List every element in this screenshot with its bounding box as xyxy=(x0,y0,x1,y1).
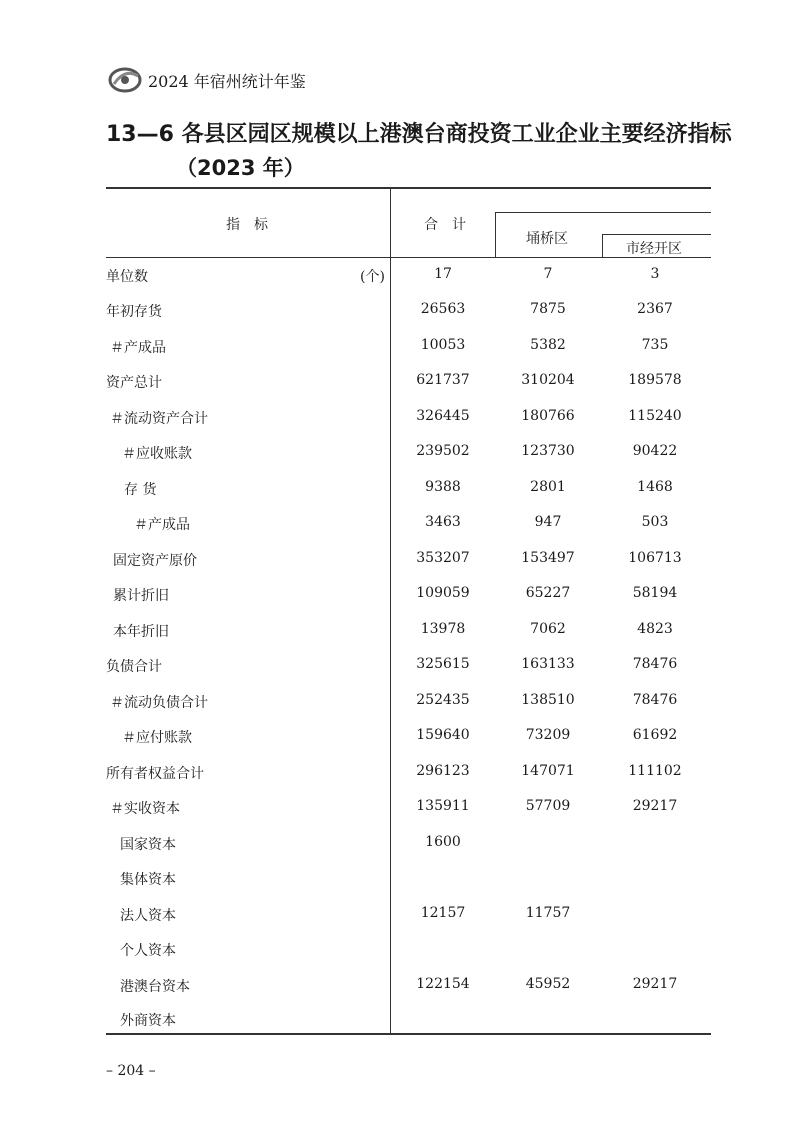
cell-total: 1600 xyxy=(425,834,461,850)
cell-yongqiao: 57709 xyxy=(525,798,571,814)
table-row xyxy=(0,266,805,301)
book-title: 2024 年宿州统计年鉴 xyxy=(148,71,306,91)
column-header-total: 合 计 xyxy=(424,217,466,233)
table-row xyxy=(0,301,805,336)
table-top-rule xyxy=(106,187,711,189)
cell-kaifaqu: 90422 xyxy=(632,443,678,459)
table-row xyxy=(0,443,805,478)
cell-kaifaqu: 503 xyxy=(641,514,669,530)
row-label: 国家资本 xyxy=(120,837,176,853)
cell-kaifaqu: 4823 xyxy=(637,621,673,637)
row-label: 累计折旧 xyxy=(113,588,169,604)
cell-total: 17 xyxy=(434,266,452,282)
table-row xyxy=(0,940,805,975)
row-label: 个人资本 xyxy=(120,943,176,959)
table-row xyxy=(0,337,805,372)
cell-total: 12157 xyxy=(420,905,466,921)
page-header xyxy=(108,66,306,94)
row-label: 存 货 xyxy=(124,482,157,498)
row-label: ＃应收账款 xyxy=(122,446,192,462)
yearbook-logo-icon xyxy=(108,66,142,94)
page-number: – 204 – xyxy=(106,1063,156,1079)
row-label: ＃产成品 xyxy=(110,340,166,356)
cell-kaifaqu: 29217 xyxy=(632,976,678,992)
cell-yongqiao: 947 xyxy=(534,514,562,530)
cell-kaifaqu: 58194 xyxy=(632,585,678,601)
row-label: ＃流动负债合计 xyxy=(110,695,208,711)
cell-yongqiao: 163133 xyxy=(521,656,575,672)
cell-total: 26563 xyxy=(420,301,466,317)
cell-yongqiao: 7 xyxy=(543,266,553,282)
column-header-indicator: 指 标 xyxy=(226,217,268,233)
cell-yongqiao: 138510 xyxy=(521,692,575,708)
cell-total: 3463 xyxy=(425,514,461,530)
cell-yongqiao: 11757 xyxy=(525,905,571,921)
column-header-kaifaqu: 市经开区 xyxy=(626,241,682,257)
cell-yongqiao: 7062 xyxy=(530,621,566,637)
row-label: 所有者权益合计 xyxy=(106,766,204,782)
subgroup-header-divider xyxy=(602,234,603,257)
table-row xyxy=(0,1010,805,1045)
header-bottom-rule xyxy=(106,257,711,258)
cell-yongqiao: 123730 xyxy=(521,443,575,459)
row-label: 集体资本 xyxy=(120,872,176,888)
row-label: 年初存货 xyxy=(106,304,162,320)
row-label: 负债合计 xyxy=(106,659,162,675)
row-label: 本年折旧 xyxy=(113,624,169,640)
table-row xyxy=(0,550,805,585)
cell-yongqiao: 73209 xyxy=(525,727,571,743)
cell-yongqiao: 65227 xyxy=(525,585,571,601)
table-row xyxy=(0,869,805,904)
cell-yongqiao: 2801 xyxy=(530,479,566,495)
cell-kaifaqu: 106713 xyxy=(628,550,682,566)
cell-kaifaqu: 111102 xyxy=(628,763,682,779)
cell-total: 326445 xyxy=(416,408,470,424)
table-year: （2023 年） xyxy=(176,156,305,180)
cell-total: 13978 xyxy=(420,621,466,637)
row-label: 固定资产原价 xyxy=(113,553,197,569)
cell-total: 296123 xyxy=(416,763,470,779)
cell-yongqiao: 153497 xyxy=(521,550,575,566)
table-row xyxy=(0,585,805,620)
table-row xyxy=(0,408,805,443)
table-row xyxy=(0,479,805,514)
row-unit: (个) xyxy=(360,269,385,285)
table-row xyxy=(0,976,805,1011)
cell-total: 239502 xyxy=(416,443,470,459)
table-row xyxy=(0,763,805,798)
cell-total: 353207 xyxy=(416,550,470,566)
cell-kaifaqu: 61692 xyxy=(632,727,678,743)
cell-total: 109059 xyxy=(416,585,470,601)
row-label: 法人资本 xyxy=(120,908,176,924)
cell-kaifaqu: 735 xyxy=(641,337,669,353)
cell-total: 325615 xyxy=(416,656,470,672)
cell-yongqiao: 310204 xyxy=(521,372,575,388)
cell-yongqiao: 5382 xyxy=(530,337,566,353)
cell-kaifaqu: 189578 xyxy=(628,372,682,388)
table-row xyxy=(0,372,805,407)
cell-total: 9388 xyxy=(425,479,461,495)
row-label: 港澳台资本 xyxy=(120,979,190,995)
cell-kaifaqu: 1468 xyxy=(637,479,673,495)
table-row xyxy=(0,727,805,762)
cell-kaifaqu: 3 xyxy=(650,266,660,282)
table-row xyxy=(0,692,805,727)
row-label: 外商资本 xyxy=(120,1013,176,1029)
table-row xyxy=(0,656,805,691)
group-header-divider xyxy=(495,212,496,257)
cell-total: 159640 xyxy=(416,727,470,743)
column-header-yongqiao: 埇桥区 xyxy=(526,231,568,247)
table-row xyxy=(0,905,805,940)
row-label: 单位数 xyxy=(106,269,148,285)
table-row xyxy=(0,514,805,549)
cell-total: 10053 xyxy=(420,337,466,353)
row-label: 资产总计 xyxy=(106,375,162,391)
subgroup-header-rule xyxy=(602,234,711,235)
cell-kaifaqu: 2367 xyxy=(637,301,673,317)
row-label: ＃应付账款 xyxy=(122,730,192,746)
cell-kaifaqu: 78476 xyxy=(632,692,678,708)
cell-kaifaqu: 78476 xyxy=(632,656,678,672)
cell-yongqiao: 180766 xyxy=(521,408,575,424)
cell-yongqiao: 147071 xyxy=(521,763,575,779)
cell-total: 135911 xyxy=(416,798,470,814)
table-row xyxy=(0,621,805,656)
cell-yongqiao: 45952 xyxy=(525,976,571,992)
cell-kaifaqu: 115240 xyxy=(628,408,682,424)
cell-total: 252435 xyxy=(416,692,470,708)
table-row xyxy=(0,834,805,869)
row-label: ＃流动资产合计 xyxy=(110,411,208,427)
table-row xyxy=(0,798,805,833)
cell-total: 122154 xyxy=(416,976,470,992)
table-title: 13—6 各县区园区规模以上港澳台商投资工业企业主要经济指标 xyxy=(106,122,732,147)
row-label: ＃产成品 xyxy=(134,517,190,533)
row-label: ＃实收资本 xyxy=(110,801,180,817)
group-header-rule xyxy=(495,212,711,213)
cell-total: 621737 xyxy=(416,372,470,388)
cell-kaifaqu: 29217 xyxy=(632,798,678,814)
cell-yongqiao: 7875 xyxy=(530,301,566,317)
